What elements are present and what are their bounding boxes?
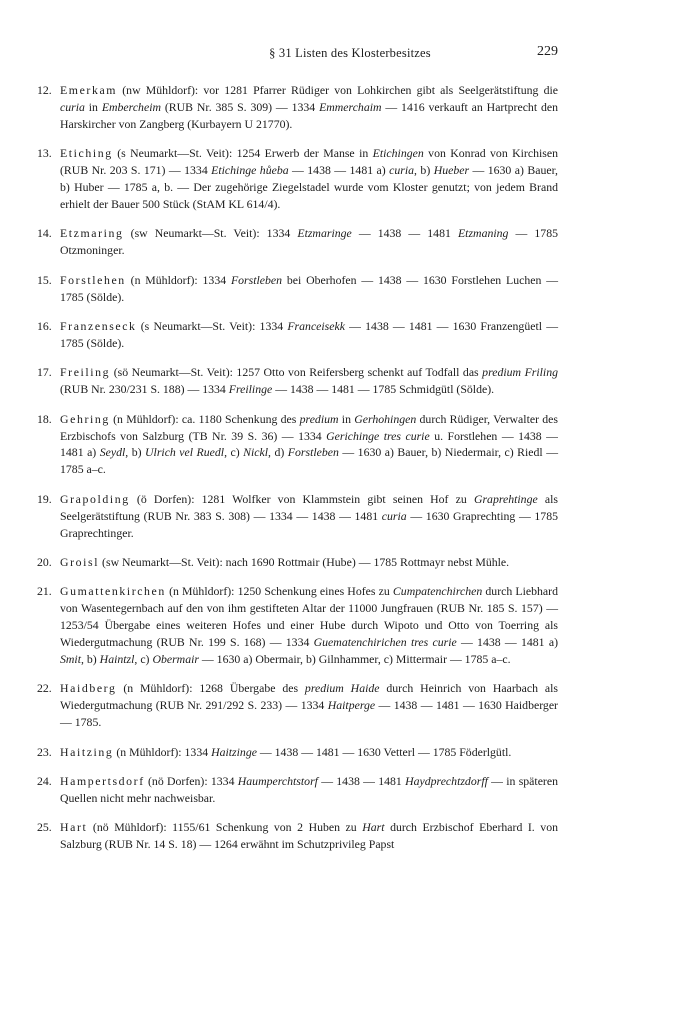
description-text: — 1438 — 1481 (317, 774, 406, 788)
description-text: (n Mühldorf): 1334 (116, 744, 212, 759)
description-text: (s Neumarkt—St. Veit): 1334 (140, 318, 288, 333)
place-name: Groisl (60, 554, 100, 569)
place-name: Hart (60, 820, 88, 835)
description-text: (s Neumarkt—St. Veit): 1254 Erwerb der Manse in (117, 146, 373, 161)
description-text: durch Rüdiger, Verwalter des Erzbischofs von Salzburg (TB Nr. 39 S. 36) — 1334 (60, 411, 558, 443)
description-text: in (338, 411, 355, 426)
entry-number: 24. (37, 774, 52, 788)
entry-number: 23. (37, 744, 52, 759)
place-entry-list (38, 82, 558, 866)
description-text: — 1438 — 1481 — 1630 Vetterl — 1785 Föderlgütl. (256, 744, 512, 759)
place-entry (38, 583, 558, 668)
description-text: (ö Dorfen): 1281 Wolfker von Klammstein gibt seinen Hof zu (136, 491, 474, 506)
description-text: (n Mühldorf): 1334 (130, 272, 231, 287)
entry-number: 21. (37, 584, 52, 599)
description-text: (nö Mühldorf): 1155/61 Schenkung von 2 Huben zu (92, 820, 363, 835)
italic-source-term: Hart (362, 820, 385, 835)
description-text: (nw Mühldorf): vor 1281 Pfarrer Rüdiger von Lohkirchen gibt als Seelgerätstiftung die (122, 83, 558, 97)
italic-source-term: Haydprechtzdorff (405, 774, 488, 788)
description-text: — in späteren Quellen nicht mehr nachweisbar. (60, 774, 558, 805)
place-entry (38, 819, 558, 853)
italic-source-term: predium Haide (304, 681, 380, 696)
place-name: Haidberg (60, 681, 117, 696)
italic-source-term: Embercheim (101, 99, 161, 114)
italic-source-term: Guematenchirichen tres curie (313, 635, 457, 650)
italic-source-term: curia (389, 163, 415, 178)
place-name: Gumattenkirchen (60, 584, 166, 599)
place-name: Franzenseck (60, 318, 137, 333)
place-name: Emerkam (60, 83, 118, 97)
italic-source-term: curia (381, 508, 407, 523)
place-name: Gehring (60, 411, 110, 426)
place-entry (38, 364, 558, 398)
description-text: (n Mühldorf): 1250 Schenkung eines Hofes zu (169, 584, 393, 599)
italic-source-term: Smit (60, 651, 81, 666)
place-entry (38, 318, 558, 352)
entry-description (60, 146, 558, 211)
description-text: u. Forstlehen — 1438 — 1481 a) (60, 428, 558, 460)
italic-source-term: curia (60, 99, 85, 114)
italic-source-term: Hueber (433, 163, 470, 178)
italic-source-term: Gerichinge tres curie (326, 428, 430, 443)
entry-description (60, 273, 558, 304)
description-text: — 1438 — 1481 a) (456, 635, 558, 650)
entry-number: 19. (37, 491, 52, 506)
place-name: Freiling (60, 365, 111, 380)
entry-description (60, 820, 558, 851)
entry-number: 15. (37, 272, 52, 287)
place-entry (38, 491, 558, 542)
italic-source-term: Nickl (243, 445, 269, 460)
entry-number: 18. (37, 411, 52, 426)
description-text: — 1785 Otzmoninger. (60, 226, 558, 258)
italic-source-term: Graprehtinge (473, 491, 538, 506)
place-entry (38, 82, 558, 133)
entry-description (60, 681, 558, 729)
entry-number: 22. (37, 681, 52, 696)
italic-source-term: Forstleben (230, 272, 283, 287)
italic-source-term: Forstleben (287, 445, 339, 460)
running-head: § 31 Listen des Klosterbesitzes (269, 46, 431, 60)
entry-number: 20. (37, 554, 52, 569)
place-entry (38, 680, 558, 731)
place-name: Grapolding (60, 491, 130, 506)
italic-source-term: Etzmaringe (297, 226, 352, 241)
description-text: — 1630 a) Obermair, b) Gilnhammer, c) Mittermair — 1785 a–c. (198, 651, 511, 666)
description-text: — 1630 a) Bauer, b) Huber — 1785 a, b. — Der zugehörige Ziegelstadel wurde vom Kloster genutzt; von jedem Brand erhielt der Bauer 500 Stück (StAM KL 614/4). (60, 163, 558, 211)
italic-source-term: predium Friling (482, 365, 558, 380)
description-text: — 1438 — 1481 a) (288, 163, 390, 178)
description-text: in (84, 99, 102, 114)
description-text: (nö Dorfen): 1334 (148, 774, 238, 788)
italic-source-term: Etzmaning (457, 226, 509, 241)
place-entry (38, 411, 558, 479)
page-header (0, 44, 700, 64)
entry-number: 25. (37, 820, 52, 835)
description-text: von Konrad von Kirchisen (RUB Nr. 203 S. 171) — 1334 (60, 146, 558, 178)
description-text: bei Oberhofen — 1438 — 1630 Forstlehen Luchen — 1785 (Sölde). (60, 272, 559, 304)
description-text: , d) (268, 445, 288, 460)
place-entry (38, 773, 558, 807)
description-text: (sö Neumarkt—St. Veit): 1257 Otto von Reifersberg schenkt auf Todfall das (113, 365, 483, 380)
place-entry (38, 272, 558, 306)
description-text: — 1438 — 1481 (351, 226, 458, 241)
italic-source-term: Ulrich vel Ruedl (145, 445, 225, 460)
italic-source-term: Emmerchaim (319, 99, 382, 114)
description-text: (n Mühldorf): 1268 Übergabe des (123, 681, 305, 696)
entry-description (60, 412, 558, 477)
italic-source-term: Gerhohingen (354, 411, 417, 426)
italic-source-term: predium (299, 411, 339, 426)
description-text: durch Liebhard von Wasentegernbach auf den von ihm gestifteten Altar der 11000 Jungfrauen (RUB Nr. 185 S. 157) — 1253/54 Übergabe eines weiteren Hofes und einer Hube durch Wipoto und Otto von Toerring als Wiedergutmachung (RUB Nr. 199 S. 168) — 1334 (60, 584, 559, 650)
description-text: — 1630 a) Bauer, b) Niedermair, c) Riedl — 1785 a–c. (60, 445, 558, 477)
italic-source-term: Etichinge hůeba (211, 163, 289, 178)
description-text: , c) (134, 651, 153, 666)
italic-source-term: Etichingen (372, 146, 424, 161)
description-text: (RUB Nr. 230/231 S. 188) — 1334 (60, 382, 229, 397)
italic-source-term: Haitperge (327, 698, 376, 713)
italic-source-term: Obermair (152, 651, 199, 666)
place-entry (38, 744, 558, 761)
description-text: durch Heinrich von Haarbach als Wiedergutmachung (RUB Nr. 291/292 S. 233) — 1334 (60, 681, 558, 713)
description-text: (sw Neumarkt—St. Veit): nach 1690 Rottmair (Hube) — 1785 Rottmayr nebst Mühle. (102, 554, 510, 569)
italic-source-term: Haumperchtstorf (237, 774, 318, 788)
description-text: , b) (80, 651, 100, 666)
italic-source-term: Cumpatenchirchen (392, 584, 483, 599)
place-name: Etzmaring (60, 226, 124, 241)
entry-description (60, 226, 558, 257)
italic-source-term: Freilinge (228, 382, 273, 397)
entry-number: 13. (37, 146, 52, 161)
italic-source-term: Franceisekk (287, 318, 345, 333)
description-text: — 1416 verkauft an Hartprecht den Harskircher von Zangberg (Kurbayern U 21770). (60, 99, 559, 131)
description-text: — 1630 Graprechting — 1785 Graprechtinger. (60, 508, 558, 540)
entry-number: 12. (37, 83, 52, 97)
description-text: durch Erzbischof Eberhard I. von Salzburg (RUB Nr. 14 S. 18) — 1264 erwähnt im Schutzprivileg Papst (60, 820, 558, 852)
italic-source-term: Haitzinge (211, 744, 257, 759)
entry-number: 16. (37, 318, 52, 333)
description-text: — 1438 — 1481 — 1630 Haidberger — 1785. (60, 698, 558, 730)
place-name: Hampertsdorf (60, 774, 145, 788)
description-text: (n Mühldorf): ca. 1180 Schenkung des (113, 411, 300, 426)
italic-source-term: Haintzl (99, 651, 135, 666)
entry-description (116, 745, 511, 759)
description-text: — 1438 — 1481 — 1630 Franzengüetl — 1785 (Sölde). (60, 318, 558, 350)
page-number: 229 (537, 44, 558, 59)
description-text: (sw Neumarkt—St. Veit): 1334 (130, 226, 298, 241)
description-text: — 1438 — 1481 — 1785 Schmidgütl (Sölde). (272, 382, 495, 397)
description-text: (RUB Nr. 385 S. 309) — 1334 (161, 99, 320, 114)
description-text: , b) (125, 445, 146, 460)
italic-source-term: Seydl (99, 445, 126, 460)
entry-number: 14. (37, 226, 52, 241)
entry-description (60, 365, 558, 396)
entry-description (60, 83, 558, 131)
place-name: Etiching (60, 146, 113, 161)
description-text: , c) (224, 445, 244, 460)
place-entry (38, 145, 558, 213)
entry-number: 17. (37, 365, 52, 380)
place-entry (38, 554, 558, 571)
entry-description (102, 555, 509, 569)
description-text: als Seelgerätstiftung (RUB Nr. 383 S. 308) — 1334 — 1438 — 1481 (60, 491, 558, 523)
place-name: Forstlehen (60, 272, 126, 287)
place-entry (38, 225, 558, 259)
description-text: , b) (414, 163, 434, 178)
place-name: Haitzing (60, 744, 114, 759)
